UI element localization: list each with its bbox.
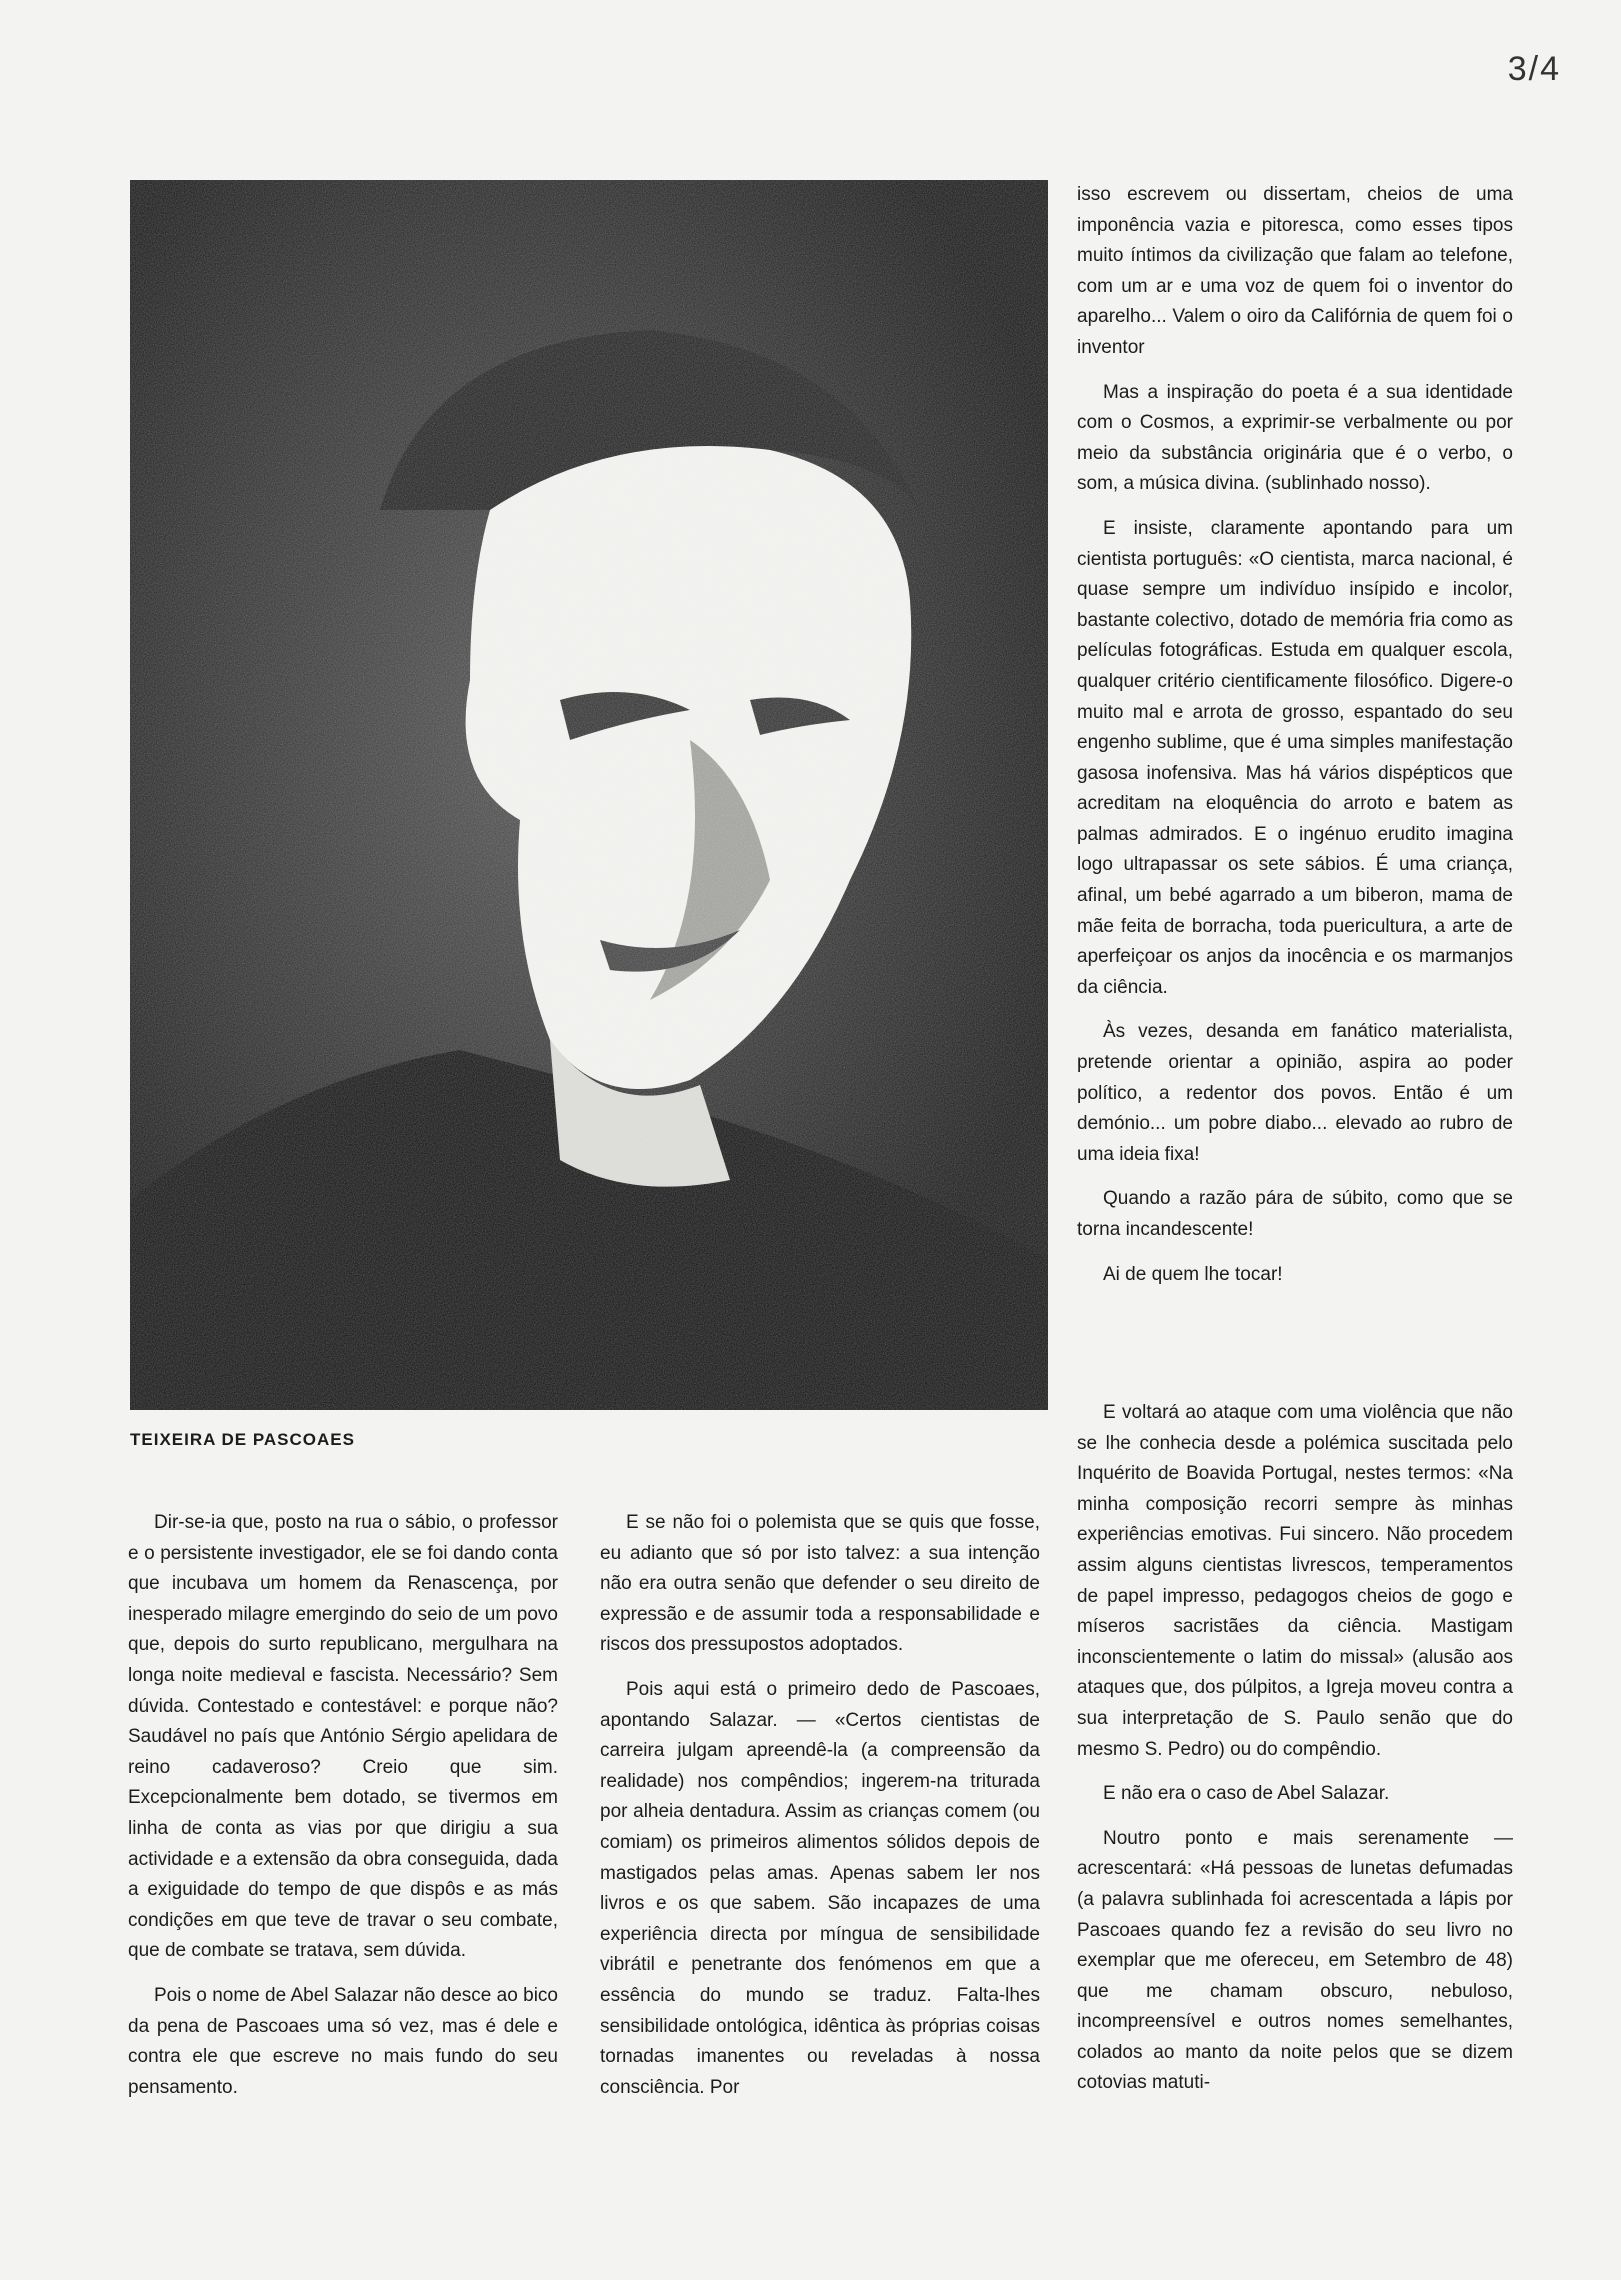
paragraph: Pois aqui está o primeiro dedo de Pascoaes, apontando Salazar. — «Certos cientistas de carreira julgam apreendê-la (a compreensão da realidade) nos compêndios; ingerem-na triturada por alheia dentadura. Assim as crianças comem (ou comiam) os primeiros alimentos sólidos depois de mastigados pelas amas. Apenas sabem ler nos livros e os que sabem. São incapazes de uma experiência directa por míngua de sensibilidade vibrátil e penetrante dos fenómenos em que a essência do mundo se traduz. Falta-lhes sensibilidade ontológica, idêntica às próprias coisas tornadas imanentes ou reveladas à nossa consciência. Por	[600, 1678, 1040, 2098]
paragraph: E se não foi o polemista que se quis que fosse, eu adianto que só por isto talvez: a sua intenção não era outra senão que defender o seu direito de expressão e de assumir toda a responsabilidade e riscos dos pressupostos adoptados.	[600, 1512, 1040, 1656]
paragraph: Às vezes, desanda em fanático materialista, pretende orientar a opinião, aspira ao poder político, a redentor dos povos. Então é um demónio... um pobre diabo... elevado ao rubro de uma ideia fixa!	[1077, 1021, 1513, 1165]
photo-caption: TEIXEIRA DE PASCOAES	[130, 1430, 355, 1449]
article-column-right-bottom	[1077, 1398, 1513, 2113]
article-column-right	[1077, 180, 1513, 1304]
paragraph: Ai de quem lhe tocar!	[1103, 1263, 1283, 1285]
paragraph: Pois o nome de Abel Salazar não desce ao bico da pena de Pascoaes uma só vez, mas é dele e contra ele que escreve no mais fundo do seu pensamento.	[128, 1984, 558, 2098]
paragraph: Quando a razão pára de súbito, como que se torna incandescente!	[1077, 1188, 1513, 1240]
paragraph: Dir-se-ia que, posto na rua o sábio, o professor e o persistente investigador, ele se foi dando conta que incubava um homem da Renascença, por inesperado milagre emergindo do seio de um povo que, depois do surto republicano, mergulhara na longa noite medieval e fascista. Necessário? Sem dúvida. Contestado e contestável: e porque não? Saudável no país que António Sérgio apelidara de reino cadaveroso? Creio que sim. Excepcionalmente bem dotado, se tivermos em linha de conta as vias por que dirigiu a sua actividade e a extensão da obra conseguida, dada a exiguidade do tempo de que dispôs e as más condições em que teve de travar o seu combate, que de combate se tratava, sem dúvida.	[128, 1512, 558, 1962]
paragraph: isso escrevem ou dissertam, cheios de uma imponência vazia e pitoresca, como esses tipos muito íntimos da civilização que falam ao telefone, com um ar e uma voz de quem foi o inventor do aparelho... Valem o oiro da Califórnia de quem foi o inventor	[1077, 184, 1513, 358]
page-number: 3/4	[1507, 50, 1561, 88]
portrait-photo	[130, 180, 1048, 1410]
article-column-left	[128, 1508, 558, 2117]
paragraph: Noutro ponto e mais serenamente — acrescentará: «Há pessoas de lunetas defumadas (a palavra sublinhada foi acrescentada a lápis por Pascoaes quando fez a revisão do seu livro no exemplar que me ofereceu, em Setembro de 48) que me chamam obscuro, nebuloso, incompreensível e outros nomes semelhantes, colados ao manto da noite pelos que se dizem cotovias matuti-	[1077, 1827, 1513, 2094]
paragraph: Mas a inspiração do poeta é a sua identidade com o Cosmos, a exprimir-se verbalmente ou por meio da substância originária que é o verbo, o som, a música divina. (sublinhado nosso).	[1077, 381, 1513, 495]
paragraph: E não era o caso de Abel Salazar.	[1103, 1783, 1390, 1805]
article-column-middle	[600, 1508, 1040, 2117]
portrait-image	[130, 180, 1048, 1410]
paragraph: E voltará ao ataque com uma violência que não se lhe conhecia desde a polémica suscitada pelo Inquérito de Boavida Portugal, nestes termos: «Na minha composição recorri sempre às minhas experiências emotivas. Fui sincero. Não procedem assim alguns cientistas livrescos, temperamentos de papel impresso, pedagogos cheios de gogo e míseros sacristães da ciência. Mastigam inconscientemente o latim do missal» (alusão aos ataques que, dos púlpitos, a Igreja moveu contra a sua interpretação de S. Paulo senão que do mesmo S. Pedro) ou do compêndio.	[1077, 1402, 1513, 1760]
paragraph: E insiste, claramente apontando para um cientista português: «O cientista, marca nacional, é quase sempre um indivíduo insípido e incolor, bastante colectivo, dotado de memória fria como as películas fotográficas. Estuda em qualquer escola, qualquer critério cientificamente filosófico. Digere-o muito mal e arrota de grosso, espantado do seu engenho sublime, que é uma simples manifestação gasosa inofensiva. Mas há vários dispépticos que acreditam na eloquência do arroto e batem as palmas admirados. E o ingénuo erudito imagina logo ultrapassar os sete sábios. É uma criança, afinal, um bebé agarrado a um biberon, mama de mãe feita de borracha, toda puericultura, a arte de aperfeiçoar os anjos da inocência e os marmanjos da ciência.	[1077, 517, 1513, 998]
